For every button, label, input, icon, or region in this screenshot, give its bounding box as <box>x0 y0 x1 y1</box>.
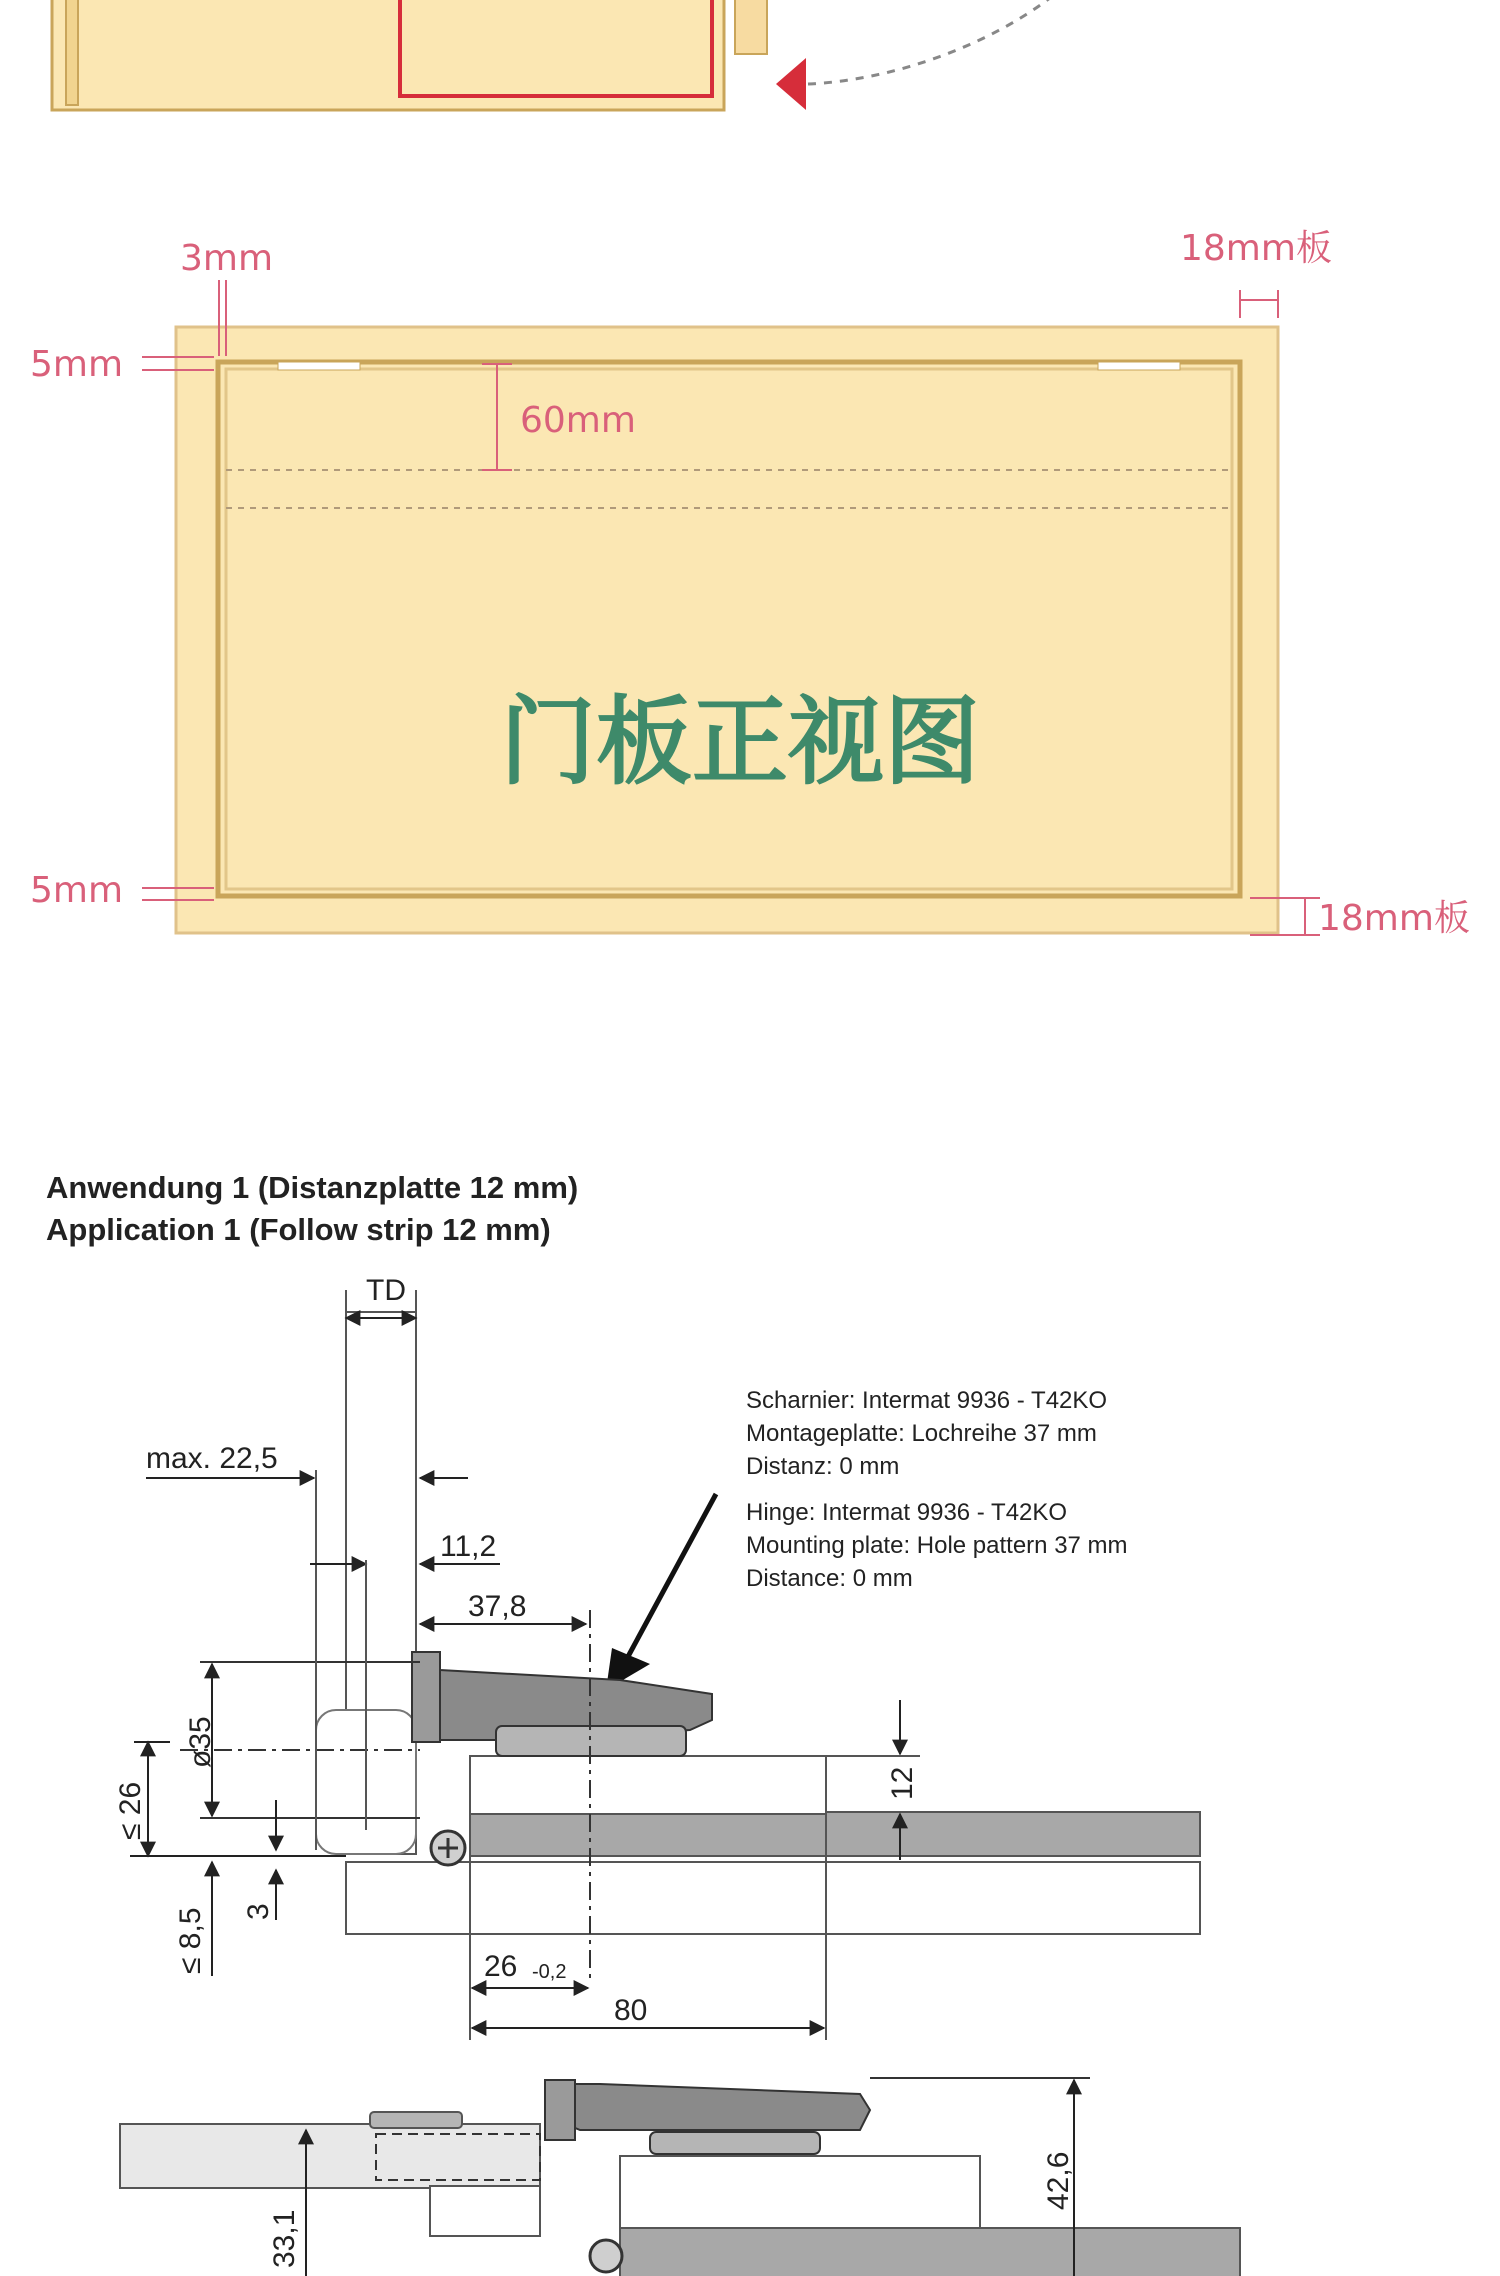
cabinet-top-fragment <box>52 0 1060 110</box>
dim-18mm-top-label: 18mm板 <box>1180 228 1332 269</box>
dim-5mm-top-label: 5mm <box>30 344 124 385</box>
mounting-block <box>470 1756 826 1814</box>
cabinet-side-panel <box>66 0 78 105</box>
dim-60mm-label: 60mm <box>520 400 636 441</box>
dim-3-label: 3 <box>242 1903 275 1920</box>
note-en-2: Mounting plate: Hole pattern 37 mm <box>746 1532 1128 1559</box>
heading-de: Anwendung 1 (Distanzplatte 12 mm) <box>46 1170 579 1205</box>
dim-td-label: TD <box>366 1274 406 1307</box>
dim-le85-label: ≤ 8,5 <box>174 1907 207 1974</box>
dim-378-label: 37,8 <box>468 1590 527 1623</box>
hinge-slot-right <box>1098 362 1180 370</box>
lower-follow-strip <box>620 2228 1240 2276</box>
hinge-technical-drawing <box>46 1170 1240 2276</box>
red-arrowhead-icon <box>776 58 806 110</box>
cabinet-body <box>52 0 724 110</box>
swing-arc <box>808 0 1060 84</box>
door-front-view <box>30 228 1470 939</box>
dim-35-label: ø35 <box>184 1716 217 1768</box>
lower-screw-icon <box>590 2240 622 2272</box>
note-de-3: Distanz: 0 mm <box>746 1453 900 1480</box>
hinge-knuckle <box>412 1652 440 1742</box>
lower-mounting-block <box>620 2156 980 2228</box>
note-de-1: Scharnier: Intermat 9936 - T42KO <box>746 1387 1108 1414</box>
dim-12-label: 12 <box>886 1766 919 1800</box>
dim-80-label: 80 <box>614 1994 648 2027</box>
dim-426-label: 42,6 <box>1042 2151 1075 2210</box>
dim-18mm-bottom-label: 18mm板 <box>1318 898 1470 939</box>
hinge-slot-left <box>278 362 360 370</box>
pointer-arrow <box>624 1494 716 1664</box>
cabinet-side-board <box>346 1862 1200 1934</box>
lower-hinge-arm <box>548 2084 870 2130</box>
dim-26-tolerance: -0,2 <box>532 1961 567 1983</box>
note-en-1: Hinge: Intermat 9936 - T42KO <box>746 1499 1068 1526</box>
note-de-2: Montageplatte: Lochreihe 37 mm <box>746 1420 1097 1447</box>
heading-en: Application 1 (Follow strip 12 mm) <box>46 1212 551 1247</box>
follow-strip <box>470 1812 1200 1856</box>
door-edge <box>735 0 767 54</box>
dim-3mm-label: 3mm <box>180 238 274 279</box>
door-front-view-title: 门板正视图 <box>500 686 980 798</box>
dim-max225-label: max. 22,5 <box>146 1442 278 1475</box>
dim-le26-label: ≤ 26 <box>114 1781 147 1840</box>
dim-26-label: 26 <box>484 1950 518 1983</box>
dim-331-label: 33,1 <box>268 2209 301 2268</box>
dim-5mm-bottom-label: 5mm <box>30 870 124 911</box>
note-en-3: Distance: 0 mm <box>746 1565 913 1592</box>
dim-112-label: 11,2 <box>440 1530 497 1563</box>
inner-door-frame <box>218 362 1240 896</box>
